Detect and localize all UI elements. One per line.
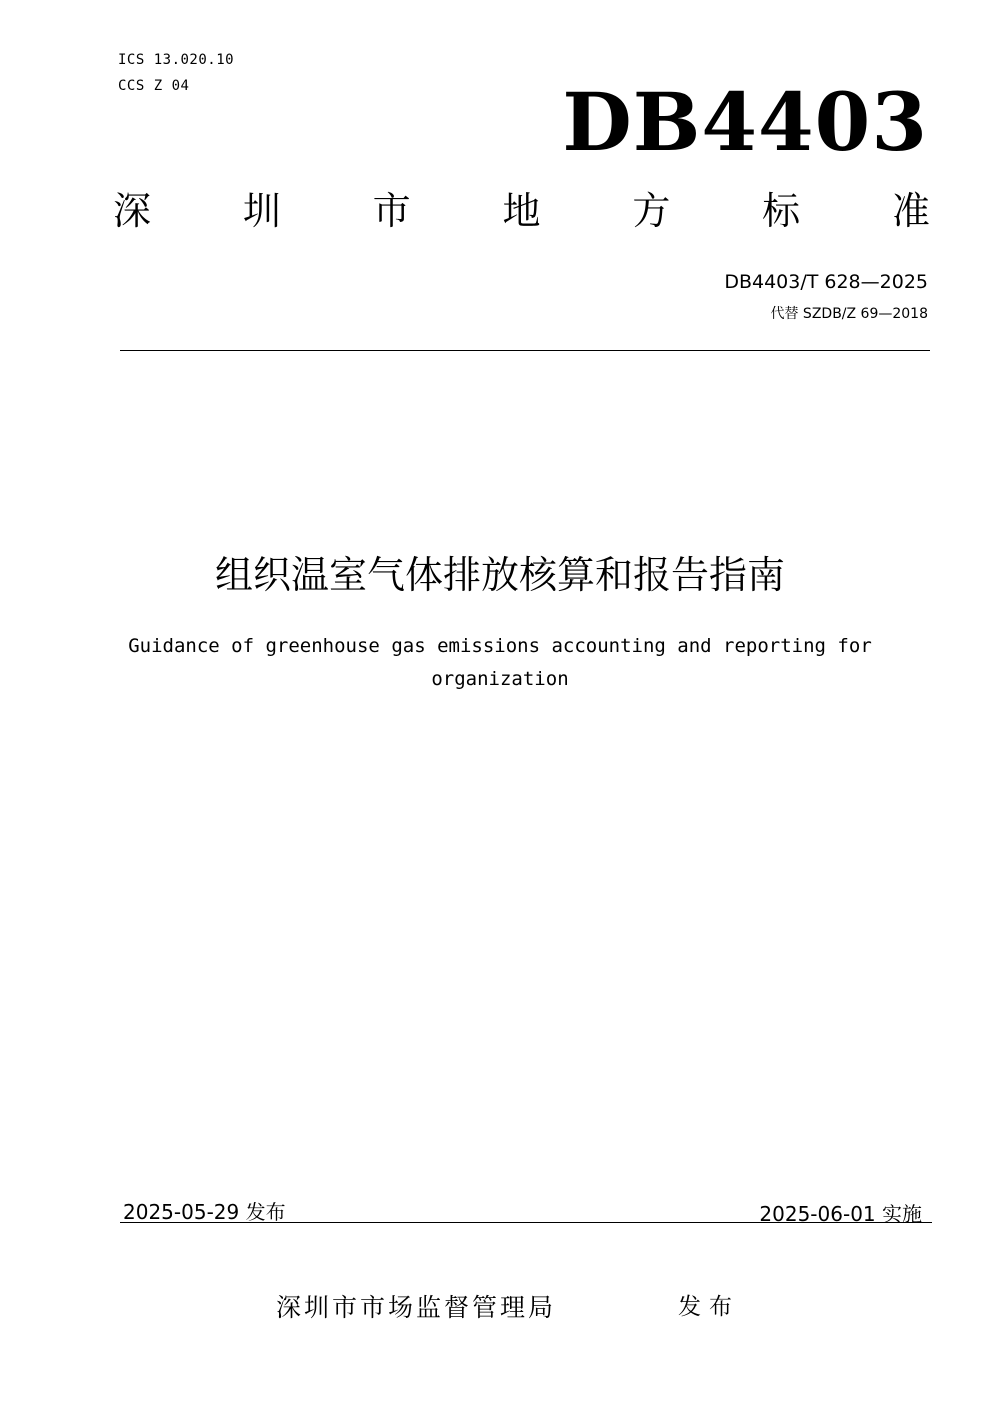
standard-type-char: 深 bbox=[113, 189, 152, 233]
header-divider bbox=[120, 350, 930, 351]
standard-type-char: 地 bbox=[502, 189, 541, 233]
publish-date: 2025-05-29 发布 bbox=[123, 1200, 286, 1224]
ics-code: ICS 13.020.10 bbox=[118, 52, 235, 68]
standard-type-char: 准 bbox=[891, 189, 930, 233]
issuer-action: 发布 bbox=[678, 1294, 740, 1320]
replaces-note: 代替 SZDB/Z 69—2018 bbox=[770, 306, 928, 322]
standard-code: DB4403/T 628—2025 bbox=[724, 271, 928, 293]
standard-type-char: 市 bbox=[372, 189, 411, 233]
standard-type-char: 标 bbox=[762, 189, 801, 233]
page-title: 组织温室气体排放核算和报告指南 bbox=[214, 553, 785, 597]
issuer-name: 深圳市市场监督管理局 bbox=[276, 1293, 557, 1322]
english-title: Guidance of greenhouse gas emissions accounting and reporting for organization bbox=[128, 635, 872, 690]
standard-type-char: 方 bbox=[632, 189, 671, 233]
implement-date: 2025-06-01 实施 bbox=[759, 1202, 922, 1226]
ccs-code: CCS Z 04 bbox=[118, 78, 190, 94]
standard-type bbox=[113, 189, 930, 233]
standard-type-char: 圳 bbox=[242, 189, 281, 233]
footer-divider bbox=[120, 1222, 932, 1223]
standard-logo: DB4403 bbox=[562, 75, 928, 169]
